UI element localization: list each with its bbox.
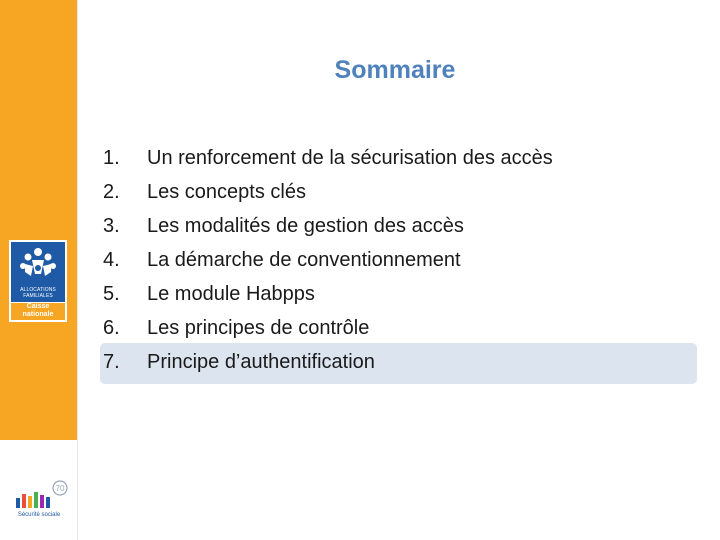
caf-logo-emblem bbox=[11, 242, 65, 302]
slide-title: Sommaire bbox=[334, 56, 456, 84]
list-item-text: La démarche de conventionnement bbox=[147, 249, 461, 271]
list-item-text: Les concepts clés bbox=[147, 181, 306, 203]
list-item bbox=[103, 280, 553, 314]
svg-text:70: 70 bbox=[55, 484, 65, 493]
list-item-number: 2. bbox=[103, 181, 120, 203]
list-item-number: 7. bbox=[103, 351, 120, 373]
list-item-text: Les principes de contrôle bbox=[147, 317, 370, 339]
securite-sociale-label: Sécurité sociale bbox=[17, 512, 61, 518]
sidebar-divider bbox=[77, 0, 78, 540]
securite-sociale-icon bbox=[8, 478, 70, 512]
list-item-number: 1. bbox=[103, 147, 120, 169]
list-item bbox=[103, 246, 553, 280]
summary-list bbox=[103, 144, 553, 382]
list-item-text: Le module Habpps bbox=[147, 283, 315, 305]
list-item-number: 5. bbox=[103, 283, 120, 305]
list-item bbox=[103, 212, 553, 246]
caf-logo bbox=[9, 240, 67, 322]
list-item-number: 4. bbox=[103, 249, 120, 271]
list-item bbox=[103, 178, 553, 212]
list-item-highlighted bbox=[103, 348, 553, 382]
caf-logo-label: ALLOCATIONS FAMILIALES bbox=[20, 287, 56, 299]
list-item-number: 3. bbox=[103, 215, 120, 237]
list-item bbox=[103, 144, 553, 178]
securite-sociale-logo bbox=[8, 478, 70, 528]
list-item bbox=[103, 314, 553, 348]
list-item-text: Principe d’authentification bbox=[147, 351, 375, 373]
list-item-text: Un renforcement de la sécurisation des accès bbox=[147, 147, 553, 169]
list-item-text: Les modalités de gestion des accès bbox=[147, 215, 464, 237]
list-item-number: 6. bbox=[103, 317, 120, 339]
caf-logo-caisse: Caisse nationale bbox=[11, 303, 65, 320]
